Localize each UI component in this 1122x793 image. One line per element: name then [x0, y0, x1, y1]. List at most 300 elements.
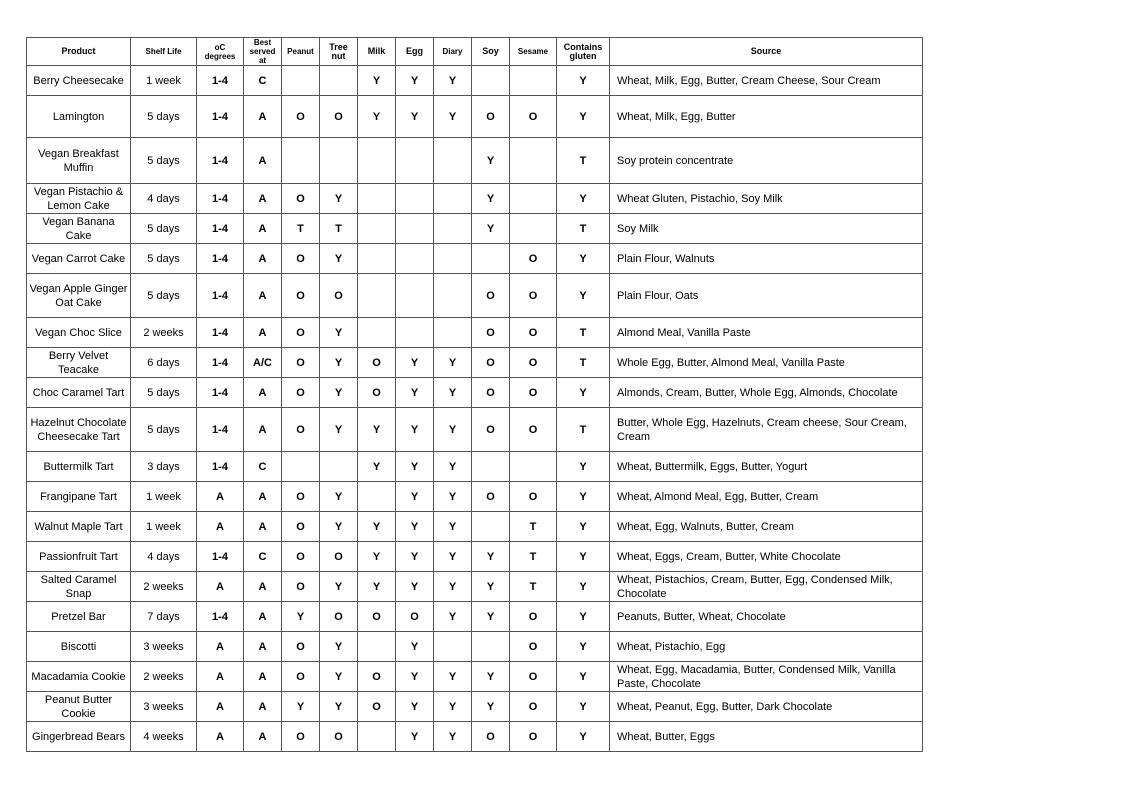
cell-diary: Y [434, 482, 472, 512]
cell-milk: Y [358, 66, 396, 96]
cell-contains-gluten: T [557, 138, 610, 184]
cell-egg [396, 244, 434, 274]
cell-sesame: O [510, 482, 557, 512]
cell-diary: Y [434, 542, 472, 572]
cell-best-served: A [244, 408, 282, 452]
cell-shelf-life: 4 weeks [131, 722, 197, 752]
cell-source: Peanuts, Butter, Wheat, Chocolate [610, 602, 923, 632]
cell-diary: Y [434, 66, 472, 96]
cell-sesame: O [510, 692, 557, 722]
cell-sesame: O [510, 662, 557, 692]
cell-egg: Y [396, 722, 434, 752]
cell-diary [434, 138, 472, 184]
cell-peanut: O [282, 408, 320, 452]
header-peanut: Peanut [282, 38, 320, 66]
cell-degrees: A [197, 512, 244, 542]
cell-product: Gingerbread Bears [27, 722, 131, 752]
cell-product: Berry Velvet Teacake [27, 348, 131, 378]
cell-diary [434, 318, 472, 348]
cell-peanut: Y [282, 602, 320, 632]
cell-product: Macadamia Cookie [27, 662, 131, 692]
cell-egg: Y [396, 542, 434, 572]
cell-best-served: A [244, 378, 282, 408]
cell-product: Berry Cheesecake [27, 66, 131, 96]
cell-source: Wheat, Peanut, Egg, Butter, Dark Chocolate [610, 692, 923, 722]
cell-sesame: O [510, 602, 557, 632]
cell-tree-nut: Y [320, 512, 358, 542]
cell-degrees: 1-4 [197, 274, 244, 318]
cell-soy: Y [472, 692, 510, 722]
cell-sesame: O [510, 722, 557, 752]
cell-product: Choc Caramel Tart [27, 378, 131, 408]
cell-egg [396, 318, 434, 348]
cell-egg: Y [396, 408, 434, 452]
cell-tree-nut: O [320, 274, 358, 318]
cell-contains-gluten: T [557, 214, 610, 244]
cell-milk [358, 722, 396, 752]
cell-contains-gluten: Y [557, 244, 610, 274]
cell-source: Wheat, Pistachio, Egg [610, 632, 923, 662]
cell-shelf-life: 3 days [131, 452, 197, 482]
cell-contains-gluten: Y [557, 512, 610, 542]
cell-degrees: 1-4 [197, 184, 244, 214]
cell-tree-nut: Y [320, 348, 358, 378]
cell-egg [396, 184, 434, 214]
cell-contains-gluten: Y [557, 452, 610, 482]
cell-shelf-life: 3 weeks [131, 632, 197, 662]
cell-best-served: A [244, 692, 282, 722]
cell-diary [434, 184, 472, 214]
cell-contains-gluten: T [557, 318, 610, 348]
cell-source: Wheat, Buttermilk, Eggs, Butter, Yogurt [610, 452, 923, 482]
cell-source: Wheat, Egg, Macadamia, Butter, Condensed Milk, Vanilla Paste, Chocolate [610, 662, 923, 692]
cell-product: Salted Caramel Snap [27, 572, 131, 602]
cell-best-served: A [244, 274, 282, 318]
cell-degrees: 1-4 [197, 244, 244, 274]
cell-contains-gluten: T [557, 408, 610, 452]
cell-product: Frangipane Tart [27, 482, 131, 512]
cell-source: Soy Milk [610, 214, 923, 244]
cell-soy: O [472, 318, 510, 348]
cell-milk: O [358, 692, 396, 722]
cell-peanut: T [282, 214, 320, 244]
table-row [27, 348, 923, 378]
cell-best-served: A [244, 602, 282, 632]
cell-source: Wheat Gluten, Pistachio, Soy Milk [610, 184, 923, 214]
header-product: Product [27, 38, 131, 66]
cell-peanut: O [282, 318, 320, 348]
cell-soy [472, 632, 510, 662]
cell-soy [472, 452, 510, 482]
cell-contains-gluten: Y [557, 662, 610, 692]
cell-soy: O [472, 378, 510, 408]
cell-contains-gluten: Y [557, 96, 610, 138]
cell-egg: Y [396, 512, 434, 542]
cell-source: Wheat, Milk, Egg, Butter, Cream Cheese, Sour Cream [610, 66, 923, 96]
cell-shelf-life: 4 days [131, 184, 197, 214]
cell-tree-nut: O [320, 602, 358, 632]
cell-soy [472, 512, 510, 542]
cell-best-served: A [244, 318, 282, 348]
cell-milk [358, 184, 396, 214]
header-contains-gluten: Contains gluten [557, 38, 610, 66]
cell-egg: Y [396, 482, 434, 512]
cell-shelf-life: 2 weeks [131, 662, 197, 692]
table-row [27, 722, 923, 752]
cell-peanut: O [282, 244, 320, 274]
cell-contains-gluten: Y [557, 66, 610, 96]
cell-peanut [282, 452, 320, 482]
cell-milk: Y [358, 542, 396, 572]
cell-peanut: O [282, 96, 320, 138]
cell-source: Wheat, Milk, Egg, Butter [610, 96, 923, 138]
cell-product: Passionfruit Tart [27, 542, 131, 572]
cell-peanut: O [282, 542, 320, 572]
cell-contains-gluten: Y [557, 482, 610, 512]
cell-best-served: A/C [244, 348, 282, 378]
cell-tree-nut: Y [320, 692, 358, 722]
cell-degrees: 1-4 [197, 138, 244, 184]
header-milk: Milk [358, 38, 396, 66]
cell-degrees: 1-4 [197, 214, 244, 244]
cell-egg: Y [396, 378, 434, 408]
cell-soy: O [472, 348, 510, 378]
cell-sesame: T [510, 542, 557, 572]
cell-shelf-life: 5 days [131, 244, 197, 274]
cell-peanut: O [282, 722, 320, 752]
cell-diary: Y [434, 452, 472, 482]
cell-peanut: O [282, 512, 320, 542]
table-row [27, 692, 923, 722]
cell-product: Buttermilk Tart [27, 452, 131, 482]
header-source: Source [610, 38, 923, 66]
cell-milk: Y [358, 96, 396, 138]
cell-source: Almond Meal, Vanilla Paste [610, 318, 923, 348]
cell-diary: Y [434, 408, 472, 452]
header-egg: Egg [396, 38, 434, 66]
cell-product: Vegan Choc Slice [27, 318, 131, 348]
cell-peanut: Y [282, 692, 320, 722]
cell-source: Plain Flour, Oats [610, 274, 923, 318]
cell-egg: Y [396, 632, 434, 662]
cell-milk: O [358, 378, 396, 408]
cell-tree-nut: T [320, 214, 358, 244]
cell-soy: Y [472, 602, 510, 632]
cell-egg: Y [396, 452, 434, 482]
table-row [27, 244, 923, 274]
table-row [27, 632, 923, 662]
cell-contains-gluten: Y [557, 602, 610, 632]
cell-shelf-life: 1 week [131, 512, 197, 542]
cell-egg [396, 138, 434, 184]
cell-shelf-life: 1 week [131, 482, 197, 512]
cell-degrees: 1-4 [197, 408, 244, 452]
cell-sesame: O [510, 244, 557, 274]
cell-shelf-life: 2 weeks [131, 318, 197, 348]
cell-shelf-life: 7 days [131, 602, 197, 632]
cell-egg: O [396, 602, 434, 632]
cell-best-served: A [244, 572, 282, 602]
table-row [27, 482, 923, 512]
cell-soy: Y [472, 542, 510, 572]
cell-degrees: A [197, 692, 244, 722]
cell-shelf-life: 3 weeks [131, 692, 197, 722]
cell-diary: Y [434, 602, 472, 632]
cell-best-served: A [244, 662, 282, 692]
cell-soy: O [472, 482, 510, 512]
cell-peanut: O [282, 184, 320, 214]
cell-egg [396, 214, 434, 244]
cell-sesame: O [510, 378, 557, 408]
cell-degrees: A [197, 662, 244, 692]
cell-sesame [510, 66, 557, 96]
cell-sesame [510, 452, 557, 482]
cell-diary: Y [434, 512, 472, 542]
cell-egg: Y [396, 348, 434, 378]
cell-source: Wheat, Butter, Eggs [610, 722, 923, 752]
cell-product: Pretzel Bar [27, 602, 131, 632]
cell-best-served: C [244, 542, 282, 572]
cell-tree-nut: Y [320, 662, 358, 692]
cell-degrees: A [197, 572, 244, 602]
cell-milk: Y [358, 572, 396, 602]
cell-diary: Y [434, 378, 472, 408]
cell-best-served: A [244, 96, 282, 138]
cell-source: Plain Flour, Walnuts [610, 244, 923, 274]
cell-source: Wheat, Egg, Walnuts, Butter, Cream [610, 512, 923, 542]
cell-contains-gluten: Y [557, 274, 610, 318]
cell-contains-gluten: Y [557, 722, 610, 752]
cell-tree-nut: Y [320, 632, 358, 662]
cell-degrees: 1-4 [197, 452, 244, 482]
cell-best-served: C [244, 452, 282, 482]
cell-best-served: A [244, 184, 282, 214]
cell-milk: Y [358, 408, 396, 452]
cell-egg: Y [396, 66, 434, 96]
table-row [27, 572, 923, 602]
cell-sesame [510, 184, 557, 214]
cell-diary: Y [434, 692, 472, 722]
cell-sesame: T [510, 572, 557, 602]
table-row [27, 512, 923, 542]
cell-shelf-life: 1 week [131, 66, 197, 96]
cell-soy: Y [472, 214, 510, 244]
cell-milk [358, 632, 396, 662]
cell-degrees: A [197, 482, 244, 512]
cell-egg: Y [396, 572, 434, 602]
cell-product: Biscotti [27, 632, 131, 662]
cell-milk: O [358, 348, 396, 378]
cell-tree-nut [320, 138, 358, 184]
header-soy: Soy [472, 38, 510, 66]
cell-milk [358, 318, 396, 348]
cell-peanut: O [282, 632, 320, 662]
cell-sesame: O [510, 348, 557, 378]
cell-tree-nut: Y [320, 378, 358, 408]
cell-diary [434, 632, 472, 662]
cell-shelf-life: 2 weeks [131, 572, 197, 602]
cell-peanut: O [282, 572, 320, 602]
cell-egg [396, 274, 434, 318]
cell-degrees: 1-4 [197, 378, 244, 408]
cell-diary [434, 244, 472, 274]
cell-sesame [510, 214, 557, 244]
cell-product: Vegan Apple Ginger Oat Cake [27, 274, 131, 318]
table-row [27, 184, 923, 214]
cell-tree-nut [320, 452, 358, 482]
cell-diary: Y [434, 572, 472, 602]
header-diary: Diary [434, 38, 472, 66]
cell-peanut [282, 66, 320, 96]
cell-product: Vegan Breakfast Muffin [27, 138, 131, 184]
table-row [27, 214, 923, 244]
cell-source: Soy protein concentrate [610, 138, 923, 184]
cell-peanut: O [282, 482, 320, 512]
cell-soy: Y [472, 138, 510, 184]
cell-contains-gluten: Y [557, 632, 610, 662]
cell-peanut: O [282, 378, 320, 408]
cell-product: Walnut Maple Tart [27, 512, 131, 542]
header-best-served: Best served at [244, 38, 282, 66]
cell-tree-nut: Y [320, 408, 358, 452]
cell-soy [472, 66, 510, 96]
cell-peanut: O [282, 274, 320, 318]
header-row [27, 38, 923, 66]
cell-milk: Y [358, 452, 396, 482]
table-row [27, 378, 923, 408]
header-degrees: oC degrees [197, 38, 244, 66]
cell-product: Peanut Butter Cookie [27, 692, 131, 722]
cell-sesame: O [510, 632, 557, 662]
cell-diary [434, 214, 472, 244]
cell-shelf-life: 4 days [131, 542, 197, 572]
cell-source: Whole Egg, Butter, Almond Meal, Vanilla Paste [610, 348, 923, 378]
cell-soy: O [472, 274, 510, 318]
cell-contains-gluten: Y [557, 184, 610, 214]
cell-milk: Y [358, 512, 396, 542]
cell-sesame: O [510, 96, 557, 138]
cell-peanut [282, 138, 320, 184]
cell-degrees: 1-4 [197, 542, 244, 572]
cell-contains-gluten: T [557, 348, 610, 378]
allergen-table [26, 37, 923, 752]
cell-contains-gluten: Y [557, 572, 610, 602]
cell-sesame [510, 138, 557, 184]
cell-sesame: O [510, 274, 557, 318]
cell-contains-gluten: Y [557, 378, 610, 408]
cell-sesame: O [510, 318, 557, 348]
cell-milk [358, 214, 396, 244]
cell-tree-nut: O [320, 542, 358, 572]
cell-tree-nut: Y [320, 244, 358, 274]
cell-milk [358, 244, 396, 274]
table-body [27, 66, 923, 752]
cell-tree-nut: Y [320, 482, 358, 512]
cell-milk: O [358, 662, 396, 692]
cell-degrees: A [197, 632, 244, 662]
table-row [27, 408, 923, 452]
cell-soy [472, 244, 510, 274]
header-tree-nut: Tree nut [320, 38, 358, 66]
table-row [27, 96, 923, 138]
cell-egg: Y [396, 96, 434, 138]
cell-soy: O [472, 408, 510, 452]
cell-soy: O [472, 96, 510, 138]
cell-diary [434, 274, 472, 318]
cell-diary: Y [434, 348, 472, 378]
cell-product: Vegan Banana Cake [27, 214, 131, 244]
cell-soy: Y [472, 662, 510, 692]
cell-best-served: A [244, 244, 282, 274]
cell-peanut: O [282, 348, 320, 378]
cell-diary: Y [434, 722, 472, 752]
cell-degrees: 1-4 [197, 602, 244, 632]
allergen-table-sheet [26, 37, 922, 752]
cell-egg: Y [396, 692, 434, 722]
cell-product: Vegan Carrot Cake [27, 244, 131, 274]
cell-source: Wheat, Pistachios, Cream, Butter, Egg, Condensed Milk, Chocolate [610, 572, 923, 602]
cell-source: Butter, Whole Egg, Hazelnuts, Cream cheese, Sour Cream, Cream [610, 408, 923, 452]
cell-diary: Y [434, 662, 472, 692]
cell-soy: O [472, 722, 510, 752]
header-shelf-life: Shelf Life [131, 38, 197, 66]
cell-product: Vegan Pistachio & Lemon Cake [27, 184, 131, 214]
cell-contains-gluten: Y [557, 692, 610, 722]
cell-soy: Y [472, 184, 510, 214]
cell-tree-nut: Y [320, 572, 358, 602]
cell-best-served: A [244, 138, 282, 184]
cell-soy: Y [472, 572, 510, 602]
cell-milk [358, 482, 396, 512]
cell-shelf-life: 5 days [131, 96, 197, 138]
cell-best-served: A [244, 512, 282, 542]
cell-source: Wheat, Almond Meal, Egg, Butter, Cream [610, 482, 923, 512]
table-row [27, 662, 923, 692]
cell-degrees: A [197, 722, 244, 752]
header-sesame: Sesame [510, 38, 557, 66]
cell-shelf-life: 5 days [131, 378, 197, 408]
cell-milk: O [358, 602, 396, 632]
cell-milk [358, 138, 396, 184]
cell-best-served: C [244, 66, 282, 96]
cell-milk [358, 274, 396, 318]
table-row [27, 452, 923, 482]
table-row [27, 66, 923, 96]
cell-degrees: 1-4 [197, 96, 244, 138]
cell-best-served: A [244, 632, 282, 662]
cell-shelf-life: 5 days [131, 274, 197, 318]
cell-best-served: A [244, 214, 282, 244]
cell-tree-nut: Y [320, 184, 358, 214]
cell-source: Wheat, Eggs, Cream, Butter, White Chocolate [610, 542, 923, 572]
cell-shelf-life: 5 days [131, 214, 197, 244]
table-row [27, 602, 923, 632]
cell-tree-nut: Y [320, 318, 358, 348]
cell-tree-nut: O [320, 96, 358, 138]
cell-egg: Y [396, 662, 434, 692]
cell-tree-nut: O [320, 722, 358, 752]
cell-contains-gluten: Y [557, 542, 610, 572]
cell-best-served: A [244, 722, 282, 752]
cell-sesame: O [510, 408, 557, 452]
cell-peanut: O [282, 662, 320, 692]
cell-diary: Y [434, 96, 472, 138]
cell-shelf-life: 6 days [131, 348, 197, 378]
table-row [27, 274, 923, 318]
cell-degrees: 1-4 [197, 348, 244, 378]
table-row [27, 138, 923, 184]
cell-shelf-life: 5 days [131, 138, 197, 184]
